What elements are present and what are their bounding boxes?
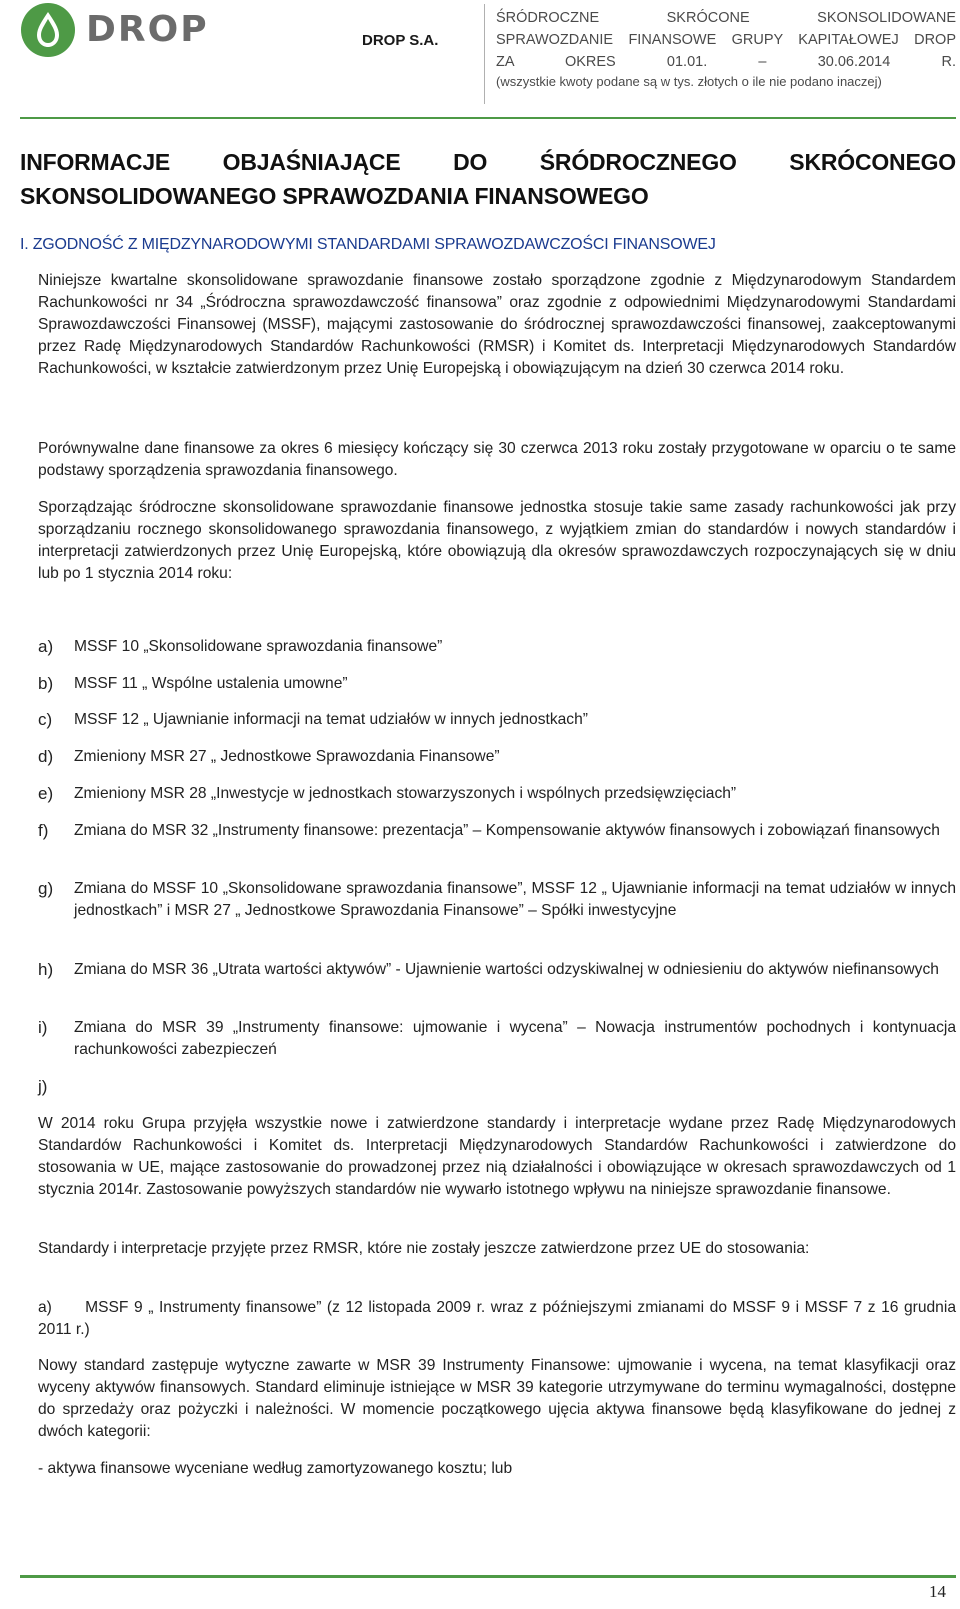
main-title-line: SKONSOLIDOWANEGO SPRAWOZDANIA FINANSOWEGO [20,183,649,209]
paragraph-text: Standardy i interpretacje przyjęte przez RMSR, które nie zostały jeszcze zatwierdzone przez UE do stosowania: [38,1240,810,1257]
list-marker: e) [38,784,54,803]
paragraph [38,270,956,380]
list-marker: b) [38,674,54,693]
paragraph [38,1238,956,1260]
list-marker: j) [38,1077,48,1096]
header-rule [20,117,956,119]
paragraph [38,1458,956,1480]
page-header [0,0,960,120]
main-title [20,145,956,213]
amounts-note: (wszystkie kwoty podane są w tys. złotych o ile nie podano inaczej) [496,74,882,89]
list-item [38,709,956,731]
page-number: 14 [929,1582,946,1601]
list-item [38,820,956,842]
paragraph [38,438,956,482]
logo-text: DROP [86,9,209,50]
paragraph [38,1113,956,1201]
list-marker: i) [38,1018,48,1037]
header-divider [484,4,485,104]
list-marker: c) [38,710,53,729]
paragraph-text: - aktywa finansowe wyceniane według zamortyzowanego kosztu; lub [38,1460,513,1477]
list-marker: f) [38,821,49,840]
list-item [38,878,956,922]
paragraph-text: Niniejsze kwartalne skonsolidowane sprawozdanie finansowe zostało sporządzone zgodnie z Międzynarodowym Standardem Rachunkowości nr 34 „Śródroczna sprawozdawczość finansowa” oraz zgodnie z odpowiednimi Międzynarodowymi Standardami Sprawozdawczości Finansowej (MSSF), mającymi zastosowanie do śródrocznej sprawozdawczości finansowej, zaakceptowanymi przez Radę Międzynarodowych Standardów Rachunkowości (RMSR) i Komitet ds. Interpretacji Międzynarodowych Standardów Rachunkowości, w kształcie zatwierdzonym przez Unię Europejską i obowiązującym na dzień 30 czerwca 2014 roku. [38,272,956,377]
company-name: DROP S.A. [362,32,439,49]
list-marker: d) [38,747,54,766]
list-text: Zmiana do MSR 32 „Instrumenty finansowe: prezentacja” – Kompensowanie aktywów finansowych i zobowiązań finansowych [74,822,940,839]
list-item [38,1017,956,1061]
report-title-line: ZA OKRES 01.01. – 30.06.2014 R. [496,54,956,70]
paragraph-text: W 2014 roku Grupa przyjęła wszystkie nowe i zatwierdzone standardy i interpretacje wydane przez Radę Międzynarodowych Standardów Rachunkowości i Komitet ds. Interpretacji Międzynarodowych Standardów Rachunkowości i zatwierdzone do stosowania w UE, mające zastosowanie do prowadzonej przez nią działalności i obowiązujące w okresach sprawozdawczych od 1 stycznia 2014r. Zastosowanie powyższych standardów nie wywarło istotnego wpływu na niniejsze sprawozdanie finansowe. [38,1115,956,1198]
list-item [38,636,956,658]
paragraph [38,1355,956,1443]
paragraph [38,1297,960,1341]
main-title-line: INFORMACJE OBJAŚNIAJĄCE DO ŚRÓDROCZNEGO SKRÓCONEGO [20,149,956,175]
list-text: MSSF 10 „Skonsolidowane sprawozdania finansowe” [74,638,443,655]
paragraph-text: Porównywalne dane finansowe za okres 6 miesięcy kończący się 30 czerwca 2013 roku zostały przygotowane w oparciu o te same podstawy sporządzenia sprawozdania finansowego. [38,440,956,479]
drop-logo-icon [20,2,76,58]
list-marker: g) [38,879,54,898]
list-text: Zmiana do MSSF 10 „Skonsolidowane sprawozdania finansowe”, MSSF 12 „ Ujawnianie informacji na temat udziałów w innych jednostkach” i MSR 27 „ Jednostkowe Sprawozdania Finansowe” – Spółki inwestycyjne [74,880,956,919]
paragraph [38,497,956,585]
paragraph-text: Nowy standard zastępuje wytyczne zawarte w MSR 39 Instrumenty Finansowe: ujmowanie i wycena, na temat klasyfikacji oraz wyceny aktywów finansowych. Standard eliminuje istniejące w MSR 39 kategorie utrzymywane do terminu wymagalności, dostępne do sprzedaży oraz pożyczki i należności. W momencie początkowego ujęcia aktywa finansowe będą klasyfikowane do jednej z dwóch kategorii: [38,1357,956,1440]
paragraph-text: Sporządzając śródroczne skonsolidowane sprawozdanie finansowe jednostka stosuje takie same zasady rachunkowości jak przy sporządzaniu rocznego skonsolidowanego sprawozdania finansowego, z wyjątkiem zmian do standardów i nowych standardów i interpretacji zatwierdzonych przez Unię Europejską, które obowiązują dla okresów sprawozdawczych rozpoczynających się w dniu lub po 1 stycznia 2014 roku: [38,499,956,582]
list-item [38,959,956,981]
list-text: MSSF 12 „ Ujawnianie informacji na temat udziałów w innych jednostkach” [74,711,588,728]
footer-rule [20,1575,956,1578]
list-text: Zmieniony MSR 28 „Inwestycje w jednostkach stowarzyszonych i wspólnych przedsięwzięciach” [74,785,737,802]
list-text: MSSF 11 „ Wspólne ustalenia umowne” [74,675,348,692]
company-logo [20,2,209,58]
list-item [38,673,956,695]
paragraph-text: a) MSSF 9 „ Instrumenty finansowe” (z 12 listopada 2009 r. wraz z późniejszymi zmianami do MSSF 9 i MSSF 7 z 16 grudnia 2011 r.) [38,1299,960,1338]
list-text: Zmiana do MSR 36 „Utrata wartości aktywów” - Ujawnienie wartości odzyskiwalnej w odniesieniu do aktywów niefinansowych [74,961,939,978]
list-text: Zmiana do MSR 39 „Instrumenty finansowe: ujmowanie i wycena” – Nowacja instrumentów pochodnych i kontynuacja rachunkowości zabezpieczeń [74,1019,956,1058]
list-marker: a) [38,637,54,656]
report-title-line: SPRAWOZDANIE FINANSOWE GRUPY KAPITAŁOWEJ DROP [496,32,956,48]
list-marker: h) [38,960,54,979]
section-heading: I. ZGODNOŚĆ Z MIĘDZYNARODOWYMI STANDARDAMI SPRAWOZDAWCZOŚCI FINANSOWEJ [20,236,716,253]
list-item [38,783,956,805]
list-text: Zmieniony MSR 27 „ Jednostkowe Sprawozdania Finansowe” [74,748,500,765]
report-title-line: ŚRÓDROCZNE SKRÓCONE SKONSOLIDOWANE [496,10,956,26]
list-item [38,746,956,768]
report-title [496,7,956,73]
